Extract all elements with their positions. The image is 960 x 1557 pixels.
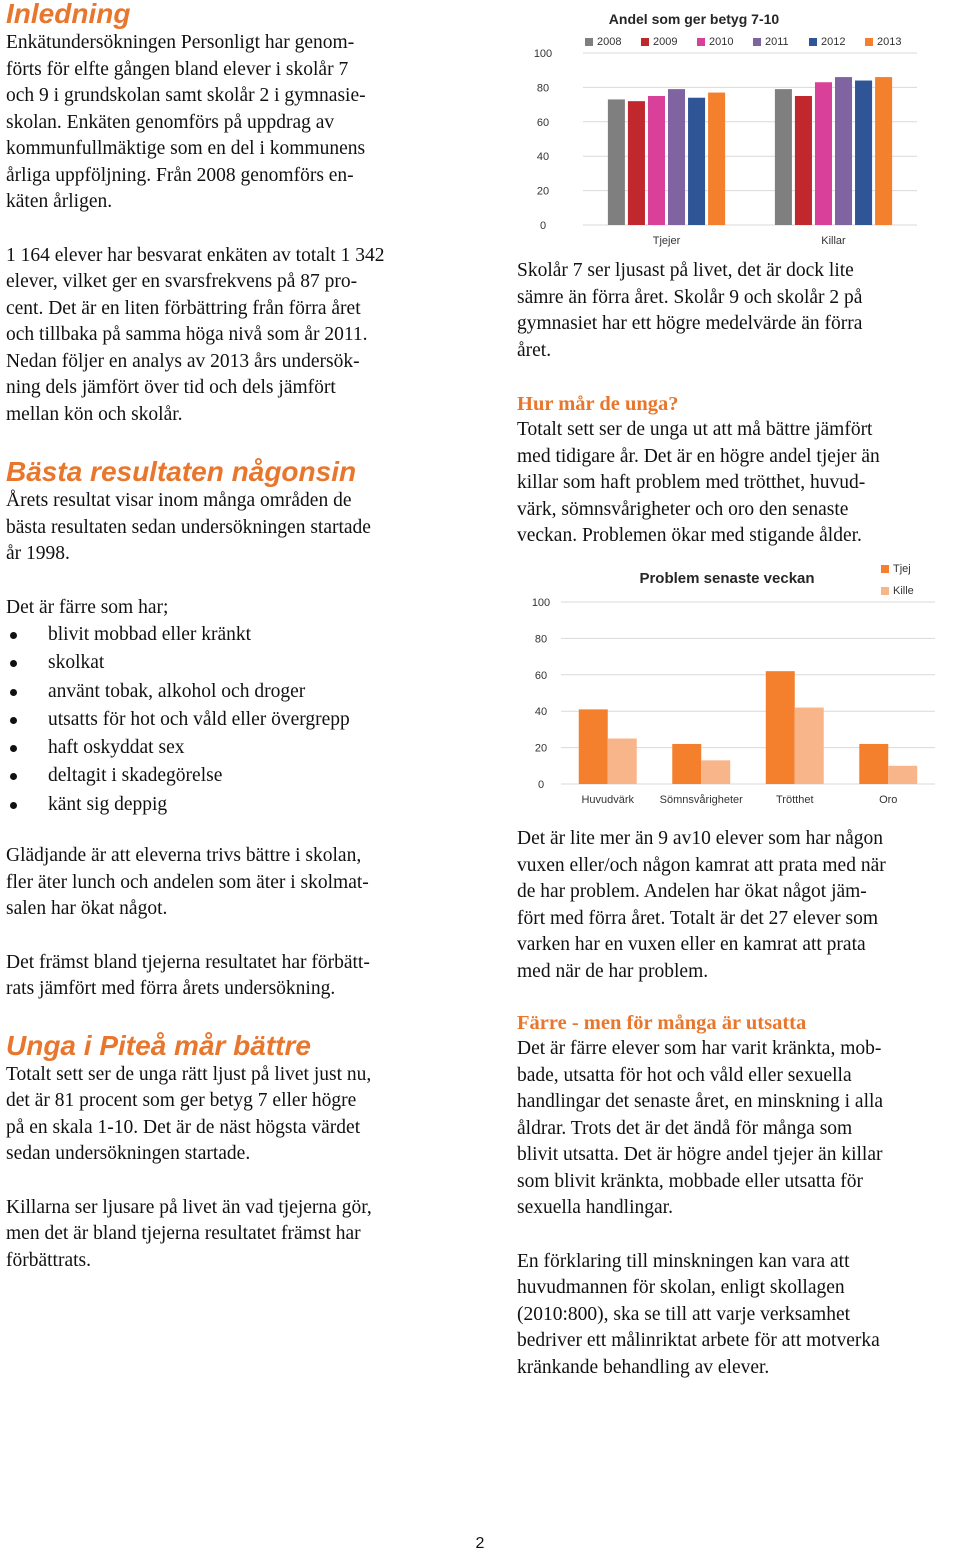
bar-2010-killar <box>815 82 832 225</box>
text-line: med tidigare år. Det är en högre andel tjejer än <box>517 445 880 467</box>
text-line: Enkätundersökningen Personligt har genom- <box>6 32 355 53</box>
bar-2013-killar <box>875 77 892 225</box>
legend-label: 2013 <box>877 36 902 48</box>
chart-betyg-7-10 <box>517 0 957 256</box>
heading-farre-utsatta: Färre - men för många är utsatta <box>517 1012 807 1034</box>
text-line: åldrar. Trots det är det ändå för många som <box>517 1117 853 1139</box>
intro-paragraph <box>6 30 444 216</box>
bar-kille-huvudvärk <box>608 739 637 785</box>
legend-label: 2011 <box>765 36 789 48</box>
text-line: värk, sömnsvårigheter och oro den senaste <box>517 498 849 520</box>
text-line: kränkande behandling av elever. <box>517 1356 770 1378</box>
y-tick-label: 80 <box>534 633 548 646</box>
legend-swatch <box>809 38 817 46</box>
y-tick-label: 0 <box>537 779 545 791</box>
fewer-list <box>6 621 444 819</box>
bar-tjej-sömnsvårigheter <box>672 744 701 784</box>
heading-hur-mar-de-unga: Hur mår de unga? <box>517 393 679 415</box>
text-line: sämre än förra året. Skolår 9 och skolår 2 på <box>517 286 863 308</box>
y-tick-label: 20 <box>534 742 548 755</box>
legend-label: Kille <box>893 585 914 597</box>
bar-2009-tjejer <box>628 101 645 225</box>
legend-swatch <box>697 38 705 46</box>
bar-tjej-huvudvärk <box>579 709 608 784</box>
bar-2009-killar <box>795 96 812 225</box>
text-line: cent. Det är en liten förbättring från förra året <box>6 297 361 319</box>
text-line: veckan. Problemen ökar med stigande ålder. <box>517 525 862 546</box>
heading-inledning: Inledning <box>6 0 131 29</box>
bar-2011-tjejer <box>668 89 685 225</box>
y-tick-label: 60 <box>536 116 550 129</box>
text-line: förbättrats. <box>6 1249 92 1271</box>
legend-swatch <box>881 587 889 595</box>
text-line: Nedan följer en analys av 2013 års undersök- <box>6 350 360 372</box>
right-column <box>517 0 957 1557</box>
text-line: fler äter lunch och andelen som äter i skolmat- <box>6 871 369 893</box>
text-line: bedriver ett målinriktat arbete för att motverka <box>517 1330 880 1351</box>
legend-label: Tjej <box>893 563 911 575</box>
text-line: vuxen eller/och någon kamrat att prata med när <box>517 854 886 876</box>
text-line: Årets resultat visar inom många områden de <box>6 490 352 511</box>
text-line: sexuella handlingar. <box>517 1197 673 1218</box>
text-line: killar som haft problem med trötthet, huvud- <box>517 472 866 493</box>
bar-kille-sömnsvårigheter <box>701 760 730 784</box>
text-line: på en skala 1-10. Det är de näst högsta värdet <box>6 1116 361 1138</box>
fewer-paragraph <box>517 1036 957 1222</box>
bar-2013-tjejer <box>708 93 725 225</box>
bar-2008-tjejer <box>608 99 625 225</box>
bullet-icon <box>10 660 17 667</box>
bar-kille-trötthet <box>795 708 824 784</box>
y-tick-label: 20 <box>536 185 550 198</box>
fewer-intro: Det är färre som har; <box>6 596 169 618</box>
text-line: ning dels jämfört över tid och dels jämfört <box>6 377 336 398</box>
glad-paragraph <box>6 843 444 923</box>
list-item: blivit mobbad eller kränkt <box>6 621 444 649</box>
bar-2011-killar <box>835 77 852 225</box>
bar-tjej-trötthet <box>766 671 795 784</box>
explain-paragraph <box>517 1249 957 1382</box>
list-item: haft oskyddat sex <box>6 734 444 762</box>
x-tick-label: Killar <box>821 235 846 247</box>
y-tick-label: 40 <box>536 151 550 164</box>
text-line: elever, vilket ger en svarsfrekvens på 87 pro- <box>6 271 358 292</box>
bullet-icon <box>10 689 17 696</box>
y-tick-label: 100 <box>533 48 553 60</box>
y-tick-label: 0 <box>539 220 547 232</box>
text-line: sedan undersökningen startade. <box>6 1143 251 1165</box>
text-line: Killarna ser ljusare på livet än vad tjejerna gör, <box>6 1196 372 1218</box>
text-line: med när de har problem. <box>517 960 709 982</box>
text-line: blivit utsatta. Det är högre andel tjejer än killar <box>517 1144 883 1165</box>
text-line: mellan kön och skolår. <box>6 403 183 425</box>
text-line: gymnasiet har ett högre medelvärde än förra <box>517 313 863 334</box>
bar-2010-tjejer <box>648 96 665 225</box>
bullet-icon <box>10 717 17 724</box>
y-tick-label: 80 <box>536 82 550 95</box>
young-paragraph <box>6 1062 444 1168</box>
text-line: bästa resultaten sedan undersökningen startade <box>6 516 371 538</box>
text-line: En förklaring till minskningen kan vara att <box>517 1250 850 1272</box>
legend-label: 2012 <box>821 36 846 48</box>
chart-title: Andel som ger betyg 7-10 <box>608 11 780 27</box>
bar-tjej-oro <box>859 744 888 784</box>
legend-label: 2008 <box>597 36 622 48</box>
text-line: Det är färre elever som har varit kränkta, mob- <box>517 1038 882 1059</box>
bar-2008-killar <box>775 89 792 225</box>
chart-problem-senaste-veckan <box>517 557 957 812</box>
text-line: handlingar det senaste året, en minskning i alla <box>517 1091 884 1112</box>
page-number: 2 <box>475 1535 485 1552</box>
bullet-icon <box>10 773 17 780</box>
bar-2012-killar <box>855 81 872 225</box>
heading-basta-resultaten: Bästa resultaten någonsin <box>6 456 357 487</box>
text-line: Det är lite mer än 9 av10 elever som har någon <box>517 828 884 849</box>
legend-swatch <box>641 38 649 46</box>
text-line: och 9 i grundskolan samt skolår 2 i gymnasie- <box>6 85 366 106</box>
text-line: år 1998. <box>6 543 70 564</box>
legend-swatch <box>865 38 873 46</box>
text-line: årliga uppföljning. Från 2008 genomförs en- <box>6 164 354 186</box>
how-paragraph <box>517 417 957 550</box>
list-item: skolkat <box>6 649 444 677</box>
text-line: bade, utsatta för hot och våld eller sexuella <box>517 1064 852 1086</box>
text-line: varken har en vuxen eller en kamrat att prata <box>517 934 866 955</box>
text-line: käten årligen. <box>6 191 113 212</box>
text-line: huvudmannen för skolan, enligt skollagen <box>517 1277 845 1298</box>
bullet-icon <box>10 632 17 639</box>
x-tick-label: Sömnsvårigheter <box>659 794 743 806</box>
list-item: känt sig deppig <box>6 791 444 819</box>
legend-label: 2009 <box>653 36 678 48</box>
text-line: och tillbaka på samma höga nivå som år 2011. <box>6 324 368 345</box>
x-tick-label: Oro <box>879 794 898 806</box>
right-text-bottom <box>517 826 957 1381</box>
text-line: fört med förra året. Totalt är det 27 elever som <box>517 907 879 929</box>
text-line: rats jämfört med förra årets undersökning. <box>6 978 336 1000</box>
y-tick-label: 40 <box>534 706 548 719</box>
legend-swatch <box>585 38 593 46</box>
text-line: Skolår 7 ser ljusast på livet, det är dock lite <box>517 260 854 281</box>
text-line: de har problem. Andelen har ökat något jäm- <box>517 881 867 902</box>
right-text-top <box>517 258 957 550</box>
text-line: som blivit kränkta, mobbade eller utsatta för <box>517 1170 864 1192</box>
boys-paragraph <box>6 1195 444 1275</box>
list-item: använt tobak, alkohol och droger <box>6 678 444 706</box>
legend-label: 2010 <box>709 36 734 48</box>
text-line: förts för elfte gången bland elever i skolår 7 <box>6 58 349 80</box>
bullet-icon <box>10 802 17 809</box>
bullet-icon <box>10 745 17 752</box>
text-line: Det främst bland tjejerna resultatet har förbätt- <box>6 951 370 973</box>
legend-swatch <box>881 565 889 573</box>
text-line: året. <box>517 339 552 361</box>
text-line: Totalt sett ser de unga rätt ljust på livet just nu, <box>6 1063 372 1085</box>
text-line: det är 81 procent som ger betyg 7 eller högre <box>6 1090 357 1112</box>
legend-swatch <box>753 38 761 46</box>
adult-paragraph <box>517 826 957 985</box>
best-results-paragraph <box>6 488 444 568</box>
x-tick-label: Trötthet <box>776 794 814 806</box>
text-line: (2010:800), ska se till att varje verksamhet <box>517 1303 851 1325</box>
girls-paragraph <box>6 950 444 1003</box>
text-line: salen har ökat något. <box>6 898 168 920</box>
y-tick-label: 60 <box>534 669 548 682</box>
heading-unga-i-pitea: Unga i Piteå mår bättre <box>6 1029 311 1061</box>
left-column <box>6 0 444 1274</box>
x-tick-label: Huvudvärk <box>581 794 635 806</box>
list-item: utsatts för hot och våld eller övergrepp <box>6 706 444 734</box>
list-item: deltagit i skadegörelse <box>6 762 444 790</box>
text-line: Glädjande är att eleverna trivs bättre i skolan, <box>6 845 362 867</box>
text-line: Totalt sett ser de unga ut att må bättre jämfört <box>517 419 873 440</box>
bar-kille-oro <box>888 766 917 784</box>
skolar-paragraph <box>517 258 957 364</box>
chart-title: Problem senaste veckan <box>639 570 815 587</box>
bar-2012-tjejer <box>688 98 705 225</box>
text-line: skolan. Enkäten genomförs på uppdrag av <box>6 111 335 133</box>
text-line: kommunfullmäktige som en del i kommunens <box>6 138 366 159</box>
x-tick-label: Tjejer <box>652 235 681 247</box>
text-line: men det är bland tjejerna resultatet främst har <box>6 1223 361 1245</box>
y-tick-label: 100 <box>531 597 551 609</box>
response-paragraph <box>6 243 444 429</box>
text-line: 1 164 elever har besvarat enkäten av totalt 1 342 <box>6 244 385 266</box>
